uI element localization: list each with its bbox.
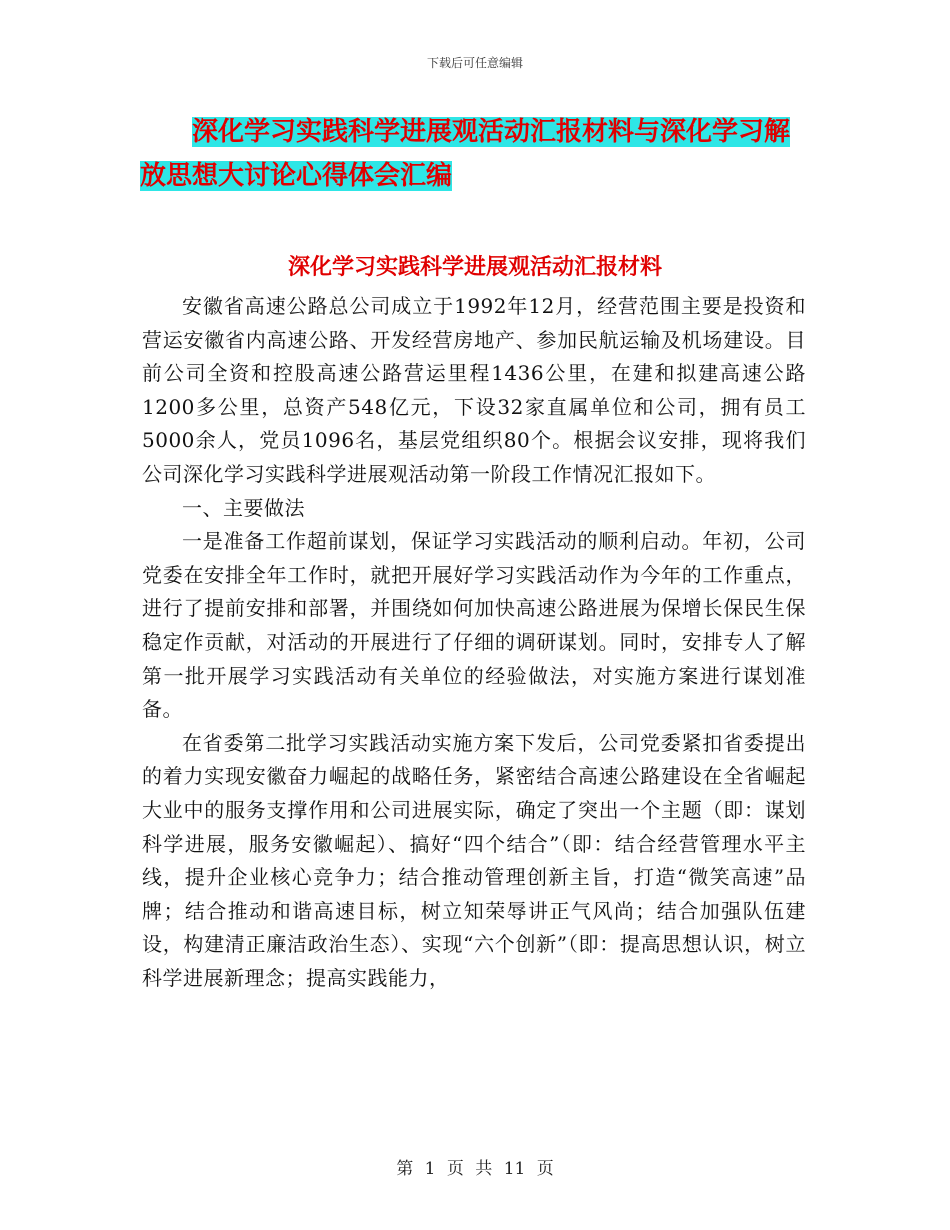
paragraph-preparation: 一是准备工作超前谋划，保证学习实践活动的顺利启动。年初，公司党委在安排全年工作时，就把开展好学习实践活动作为今年的工作重点，进行了提前安排和部署，并围绕如何加快高速公路进展为保增长保民生保稳定作贡献，对活动的开展进行了仔细的调研谋划。同时，安排专人了解第一批开展学习实践活动有关单位的经验做法，对实施方案进行谋划准备。 bbox=[142, 529, 806, 722]
section-title: 深化学习实践科学进展观活动汇报材料 bbox=[287, 254, 662, 280]
page-footer: 第 1 页 共 11 页 bbox=[396, 1159, 554, 1179]
main-title-line-2 bbox=[140, 154, 840, 198]
main-title-highlight-1: 深化学习实践科学进展观活动汇报材料与深化学习解 bbox=[192, 117, 791, 147]
main-title-line-1 bbox=[140, 110, 840, 154]
body-text bbox=[142, 290, 806, 995]
paragraph-implementation: 在省委第二批学习实践活动实施方案下发后，公司党委紧扣省委提出的着力实现安徽奋力崛起的战略任务，紧密结合高速公路建设在全省崛起大业中的服务支撑作用和公司进展实际，确定了突出一个主题（即：谋划科学进展，服务安徽崛起）、搞好“四个结合”（即：结合经营管理水平主线，提升企业核心竞争力；结合推动管理创新主旨，打造“微笑高速”品牌；结合推动和谐高速目标，树立知荣辱讲正气风尚；结合加强队伍建设，构建清正廉洁政治生态）、实现“六个创新”（即：提高思想认识，树立科学进展新理念；提高实践能力， bbox=[142, 730, 806, 990]
main-title bbox=[140, 110, 840, 198]
paragraph-heading-main-practices: 一、主要做法 bbox=[182, 495, 305, 520]
paragraph-intro: 安徽省高速公路总公司成立于1992年12月，经营范围主要是投资和营运安徽省内高速公路、开发经营房地产、参加民航运输及机场建设。目前公司全资和控股高速公路营运里程1436公里，在建和拟建高速公路1200多公里，总资产548亿元，下设32家直属单位和公司，拥有员工5000余人，党员1096名，基层党组织80个。根据会议安排，现将我们公司深化学习实践科学进展观活动第一阶段工作情况汇报如下。 bbox=[142, 294, 806, 486]
header-note: 下载后可任意编辑 bbox=[426, 56, 523, 70]
main-title-highlight-2: 放思想大讨论心得体会汇编 bbox=[140, 161, 453, 191]
